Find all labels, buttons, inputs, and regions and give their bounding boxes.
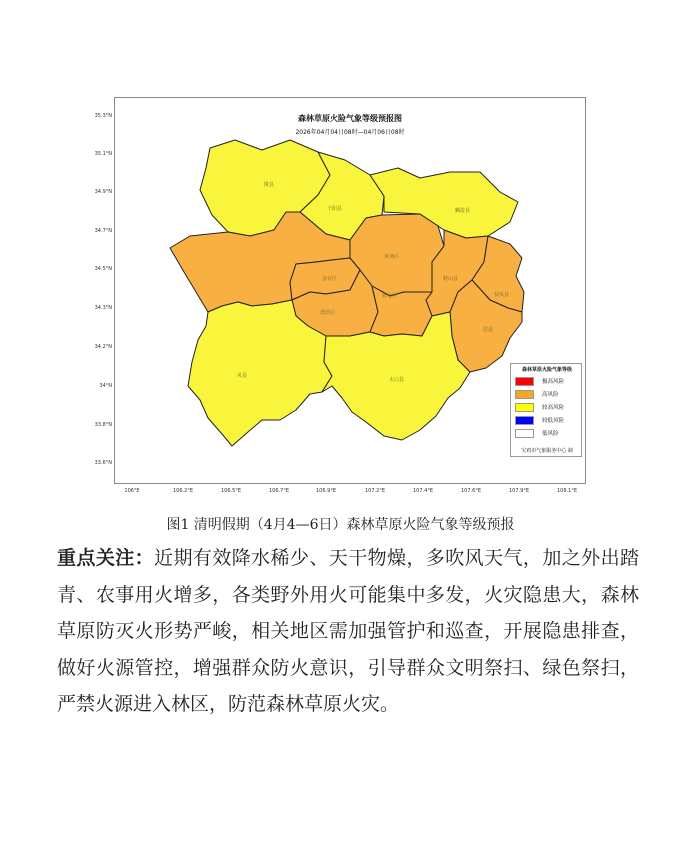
county-label: 麟游县 <box>455 208 471 214</box>
county-label: 岐山县 <box>443 276 459 282</box>
county-label: 渭滨区 <box>320 310 336 316</box>
legend-swatch <box>515 416 534 425</box>
county-label: 千阳县 <box>327 206 343 212</box>
county-label: 陈仓区 <box>382 293 398 299</box>
y-tick-label: 35.1°N <box>94 151 112 157</box>
x-tick-label: 107.6°E <box>461 488 481 494</box>
legend-label: 较高风险 <box>542 405 565 411</box>
y-tick-label: 34.2°N <box>94 344 112 350</box>
map-legend <box>510 363 582 457</box>
y-tick-label: 35.3°N <box>94 113 112 119</box>
x-tick-label: 107.2°E <box>365 488 385 494</box>
legend-title: 森林草原火险气象等级 <box>521 367 572 373</box>
x-tick-label: 107.4°E <box>413 488 433 494</box>
legend-item <box>515 428 559 438</box>
legend-label: 低风险 <box>542 431 559 437</box>
body-text: 近期有效降水稀少、天干物燥，多吹风天气，加之外出踏青、农事用火增多，各类野外用火可能集中多发，火灾隐患大，森林草原防灭火形势严峻，相关地区需加强管护和巡查，开展隐患排查，做好火源管控，增强群众防火意识，引导群众文明祭扫、绿色祭扫，严禁火源进入林区，防范森林草原火灾。 <box>57 547 639 715</box>
map-subtitle: 2026年04月04日08时—04月06日08时 <box>295 129 405 136</box>
legend-swatch <box>515 377 534 386</box>
legend-label: 较低风险 <box>542 418 565 424</box>
legend-source: 宝鸡市气象服务中心 制 <box>521 448 573 454</box>
county-label: 金台区 <box>322 276 338 282</box>
body-paragraph <box>57 540 639 723</box>
county-label: 扶风县 <box>494 292 510 298</box>
body-lead: 重点关注： <box>57 547 155 569</box>
x-tick-label: 106.5°E <box>221 488 241 494</box>
map-title: 森林草原火险气象等级预报图 <box>298 114 402 123</box>
x-tick-label: 106.7°E <box>269 488 289 494</box>
x-tick-label: 107.9°E <box>509 488 529 494</box>
legend-swatch <box>515 429 534 438</box>
legend-label: 极高风险 <box>542 379 565 385</box>
y-tick-label: 34.9°N <box>94 189 112 195</box>
legend-item <box>515 415 564 425</box>
legend-item <box>515 402 564 412</box>
y-tick-label: 34.3°N <box>94 305 112 311</box>
county-label: 陇县 <box>264 182 275 188</box>
y-tick-label: 33.8°N <box>94 422 112 428</box>
region-chencang-central <box>370 286 432 336</box>
x-tick-label: 108.1°E <box>557 488 577 494</box>
legend-label: 高风险 <box>542 392 559 398</box>
county-label: 凤县 <box>237 373 248 379</box>
legend-swatch <box>515 390 534 399</box>
figure-caption: 图1 清明假期（4月4—6日）森林草原火险气象等级预报 <box>166 517 515 533</box>
legend-swatch <box>515 403 534 412</box>
y-tick-label: 33.6°N <box>94 460 112 466</box>
county-label: 太白县 <box>389 377 405 383</box>
x-tick-label: 106°E <box>124 488 140 494</box>
county-label: 凤翔区 <box>384 254 400 260</box>
y-tick-label: 34.5°N <box>94 266 112 272</box>
y-tick-label: 34.7°N <box>94 228 112 234</box>
x-tick-label: 106.2°E <box>173 488 193 494</box>
y-tick-label: 34°N <box>99 383 112 389</box>
legend-item <box>515 389 559 399</box>
legend-item <box>515 376 564 386</box>
county-label: 眉县 <box>483 327 494 333</box>
x-tick-label: 106.9°E <box>316 488 336 494</box>
